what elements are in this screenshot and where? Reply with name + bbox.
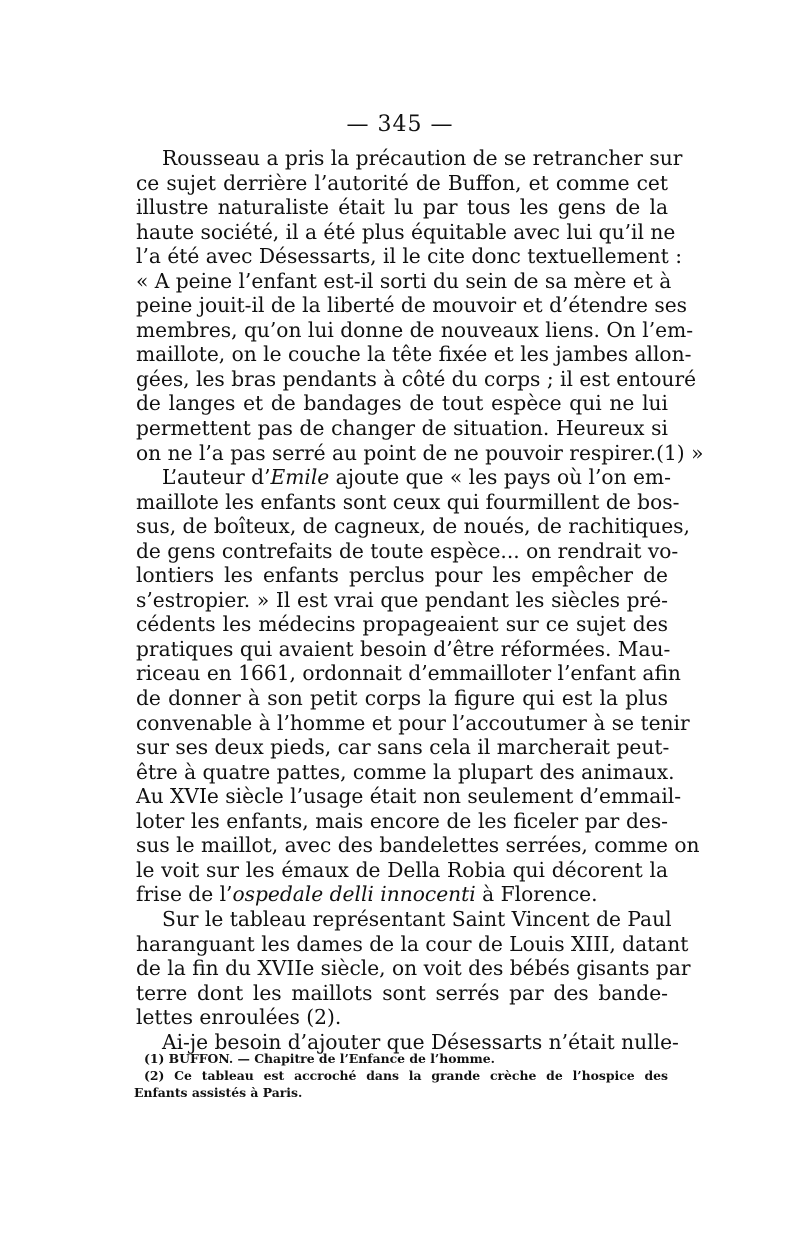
text-line: cédents les médecins propageaient sur ce sujet des <box>136 612 668 637</box>
footnote-line: Enfants assistés à Paris. <box>134 1085 303 1100</box>
text-line: s’estropier. » Il est vrai que pendant les siècles pré- <box>136 587 668 612</box>
italic-text: Emile <box>270 465 330 490</box>
footnote-line: (1) BUFFON. — Chapitre de l’Enfance de l’homme. <box>144 1051 495 1066</box>
text-line: membres, qu’on lui donne de nouveaux liens. On l’em- <box>136 317 694 342</box>
text-line: sus le maillot, avec des bandelettes serrées, comme on <box>136 833 700 858</box>
text-line: ce sujet derrière l’autorité de Buffon, et comme cet <box>136 170 668 195</box>
text-line: peine jouit-il de la liberté de mouvoir et d’étendre ses <box>136 293 688 318</box>
text-line: maillote, on le couche la tête fixée et les jambes allon- <box>136 342 692 367</box>
text-line: riceau en 1661, ordonnait d’emmailloter l’enfant afin <box>136 661 681 686</box>
text-line: permettent pas de changer de situation. Heureux si <box>136 416 668 441</box>
text-line: Rousseau a pris la précaution de se retrancher sur <box>162 146 683 170</box>
text-line: pratiques qui avaient besoin d’être réformées. Mau- <box>136 636 671 661</box>
text-line: gées, les bras pendants à côté du corps ; il est entouré <box>136 366 697 391</box>
text-line: lettes enroulées (2). <box>136 1005 342 1030</box>
text-line: illustre naturaliste était lu par tous les gens de la <box>136 195 668 220</box>
body-text <box>136 146 704 1054</box>
text-line: terre dont les maillots sont serrés par des bande- <box>136 980 668 1005</box>
italic-text: ospedale delli innocenti <box>232 882 476 907</box>
page-number: — 345 — <box>346 112 454 137</box>
footnote-line: (2) Ce tableau est accroché dans la grande crèche de l’hospice des <box>144 1068 668 1083</box>
text-line: Ai-je besoin d’ajouter que Désessarts n’était nulle- <box>162 1029 679 1054</box>
text-line: être à quatre pattes, comme la plupart des animaux. <box>136 759 675 784</box>
text-line: de gens contrefaits de toute espèce... on rendrait vo- <box>136 538 679 563</box>
footnotes <box>134 1050 668 1101</box>
text-line: de la fin du XVIIe siècle, on voit des bébés gisants par <box>136 956 691 981</box>
text-line: L’auteur d’Emile ajoute que « les pays où l’on em- <box>162 465 671 490</box>
text-line: maillote les enfants sont ceux qui fourmillent de bos- <box>136 489 680 514</box>
text-line: on ne l’a pas serré au point de ne pouvoir respirer.(1) » <box>136 440 704 465</box>
text-line: Sur le tableau représentant Saint Vincent de Paul <box>162 906 672 931</box>
text-line: « A peine l’enfant est-il sorti du sein de sa mère et à <box>136 268 672 293</box>
text-line: sur ses deux pieds, car sans cela il marcherait peut- <box>136 735 670 760</box>
text-line: l’a été avec Désessarts, il le cite donc textuellement : <box>136 244 682 269</box>
text-line: haranguant les dames de la cour de Louis XIII, datant <box>136 931 689 956</box>
text-line: le voit sur les émaux de Della Robia qui décorent la <box>136 857 668 882</box>
text-line: lontiers les enfants perclus pour les empêcher de <box>136 563 668 588</box>
text-line: de donner à son petit corps la figure qui est la plus <box>136 686 668 711</box>
text-line: sus, de boîteux, de cagneux, de noués, de rachitiques, <box>136 514 690 539</box>
text-line: de langes et de bandages de tout espèce qui ne lui <box>136 391 668 416</box>
text-line: convenable à l’homme et pour l’accoutumer à se tenir <box>136 710 690 735</box>
text-line: haute société, il a été plus équitable avec lui qu’il ne <box>136 219 676 244</box>
text-line: Au XVIe siècle l’usage était non seulement d’emmail- <box>136 784 682 809</box>
text-line: frise de l’ospedale delli innocenti à Florence. <box>136 882 598 907</box>
text-line: loter les enfants, mais encore de les ficeler par des- <box>136 808 668 833</box>
